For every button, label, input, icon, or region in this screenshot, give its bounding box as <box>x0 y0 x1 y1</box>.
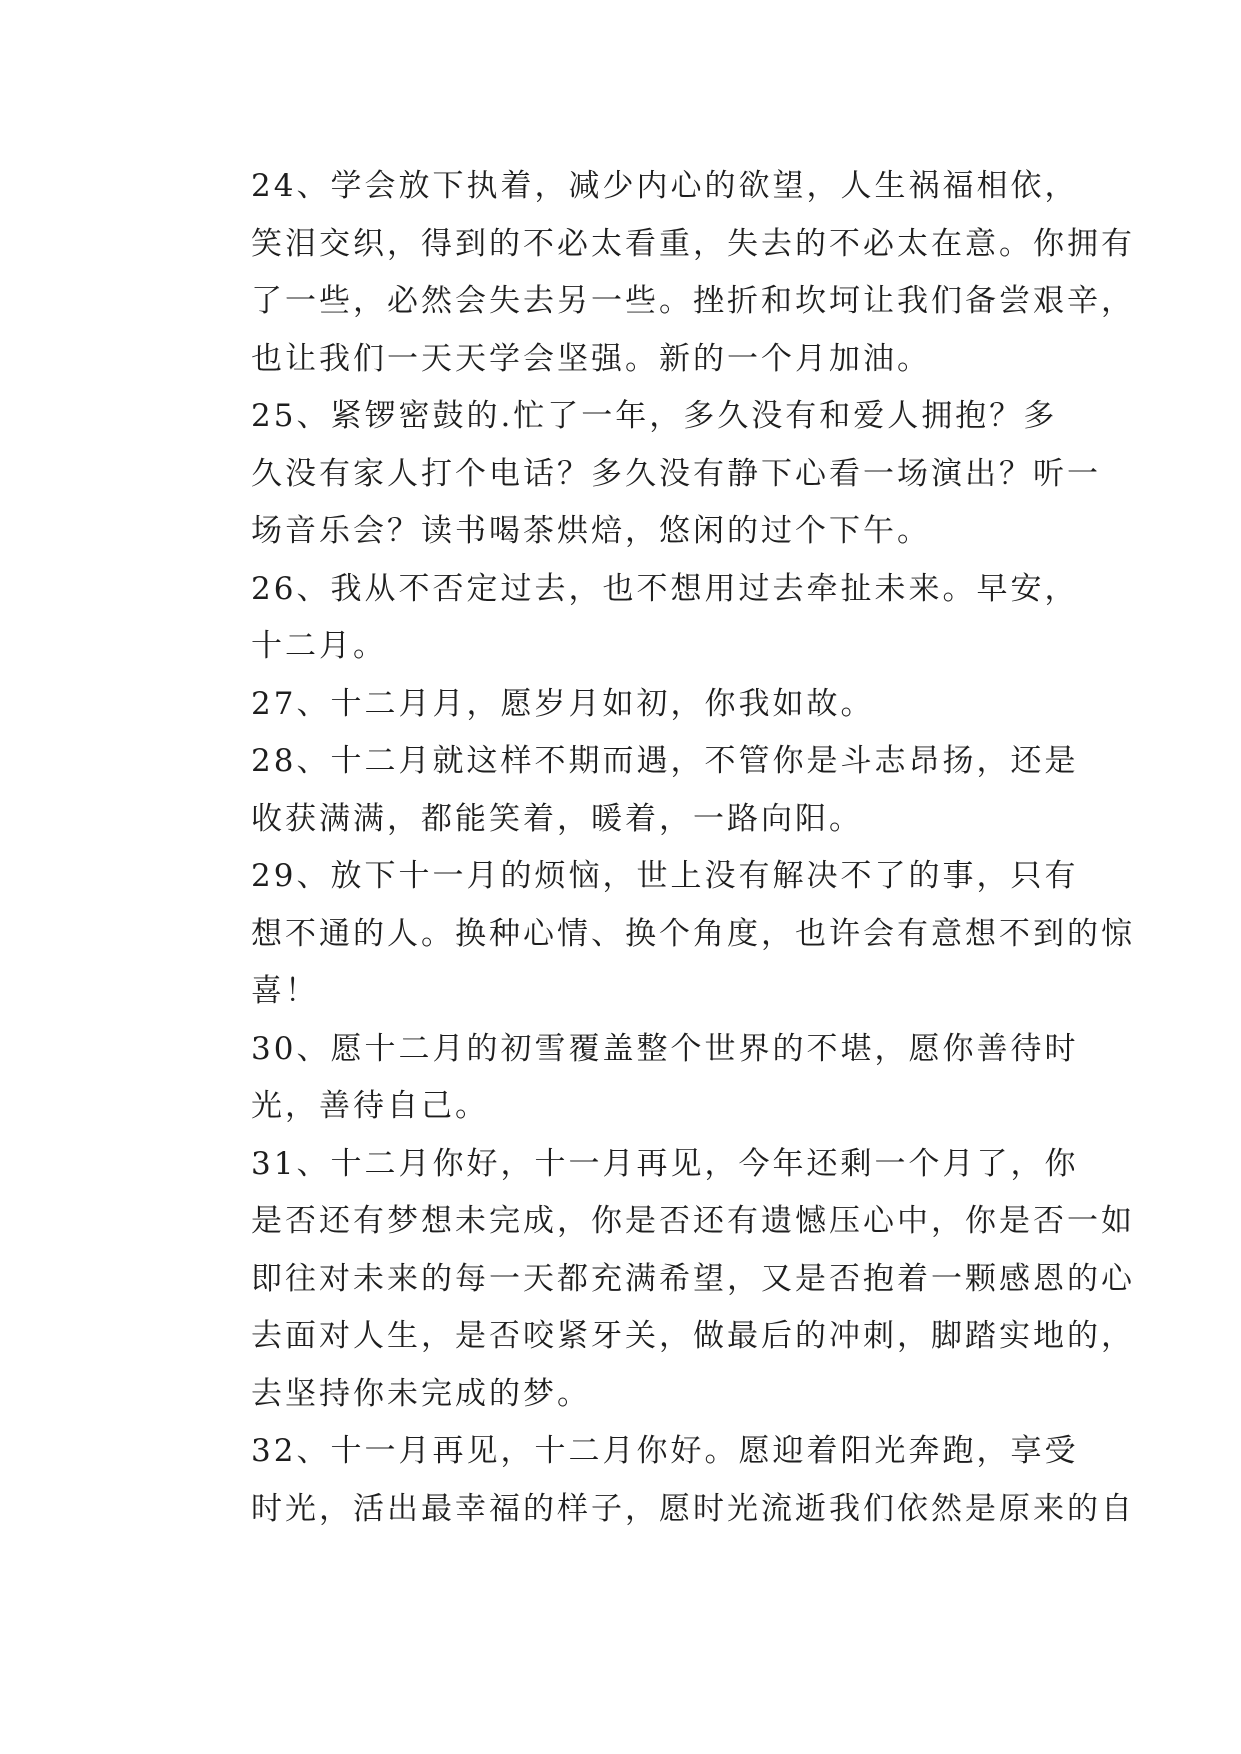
text-line: 想不通的人。换种心情、换个角度，也许会有意想不到的惊 <box>251 915 1135 952</box>
text-line: 也让我们一天天学会坚强。新的一个月加油。 <box>251 340 931 377</box>
text-line: 笑泪交织，得到的不必太看重，失去的不必太在意。你拥有 <box>251 225 1135 262</box>
paragraph-27 <box>189 676 1069 734</box>
text-line: 光，善待自己。 <box>251 1088 489 1124</box>
text-line: 即往对未来的每一天都充满希望，又是否抱着一颗感恩的心 <box>251 1260 1135 1297</box>
text-line: 32、十一月再见，十二月你好。愿迎着阳光奔跑，享受 <box>251 1433 1079 1469</box>
paragraph-25 <box>189 388 1101 561</box>
text-line: 了一些，必然会失去另一些。挫折和坎坷让我们备尝艰辛， <box>251 283 1135 319</box>
paragraph-29 <box>189 848 1135 1021</box>
text-line: 时光，活出最幸福的样子，愿时光流逝我们依然是原来的自 <box>251 1490 1135 1527</box>
text-line: 去坚持你未完成的梦。 <box>251 1375 591 1412</box>
text-line: 28、十二月就这样不期而遇，不管你是斗志昂扬，还是 <box>251 743 1079 779</box>
text-line: 26、我从不否定过去，也不想用过去牵扯未来。早安， <box>251 570 1079 607</box>
text-line: 25、紧锣密鼓的.忙了一年，多久没有和爱人拥抱？多 <box>251 398 1058 434</box>
text-line: 十二月。 <box>251 628 387 664</box>
paragraph-31 <box>189 1136 1135 1424</box>
text-line: 27、十二月月，愿岁月如初，你我如故。 <box>251 685 875 722</box>
text-line: 喜！ <box>251 973 319 1009</box>
paragraph-26 <box>189 561 1079 676</box>
paragraph-30 <box>189 1021 1079 1136</box>
text-line: 24、学会放下执着，减少内心的欲望，人生祸福相依， <box>251 168 1079 204</box>
paragraph-32 <box>189 1423 1135 1538</box>
text-line: 30、愿十二月的初雪覆盖整个世界的不堪，愿你善待时 <box>251 1030 1079 1067</box>
text-line: 久没有家人打个电话？多久没有静下心看一场演出？听一 <box>251 455 1101 492</box>
document-body <box>189 158 1135 1538</box>
text-line: 去面对人生，是否咬紧牙关，做最后的冲刺，脚踏实地的， <box>251 1318 1135 1354</box>
text-line: 29、放下十一月的烦恼，世上没有解决不了的事，只有 <box>251 858 1079 894</box>
text-line: 场音乐会？读书喝茶烘焙，悠闲的过个下午。 <box>251 513 931 549</box>
paragraph-28 <box>189 733 1079 848</box>
text-line: 收获满满，都能笑着，暖着，一路向阳。 <box>251 800 863 837</box>
paragraph-24 <box>189 158 1135 388</box>
text-line: 31、十二月你好，十一月再见，今年还剩一个月了，你 <box>251 1145 1079 1182</box>
text-line: 是否还有梦想未完成，你是否还有遗憾压心中，你是否一如 <box>251 1203 1135 1239</box>
